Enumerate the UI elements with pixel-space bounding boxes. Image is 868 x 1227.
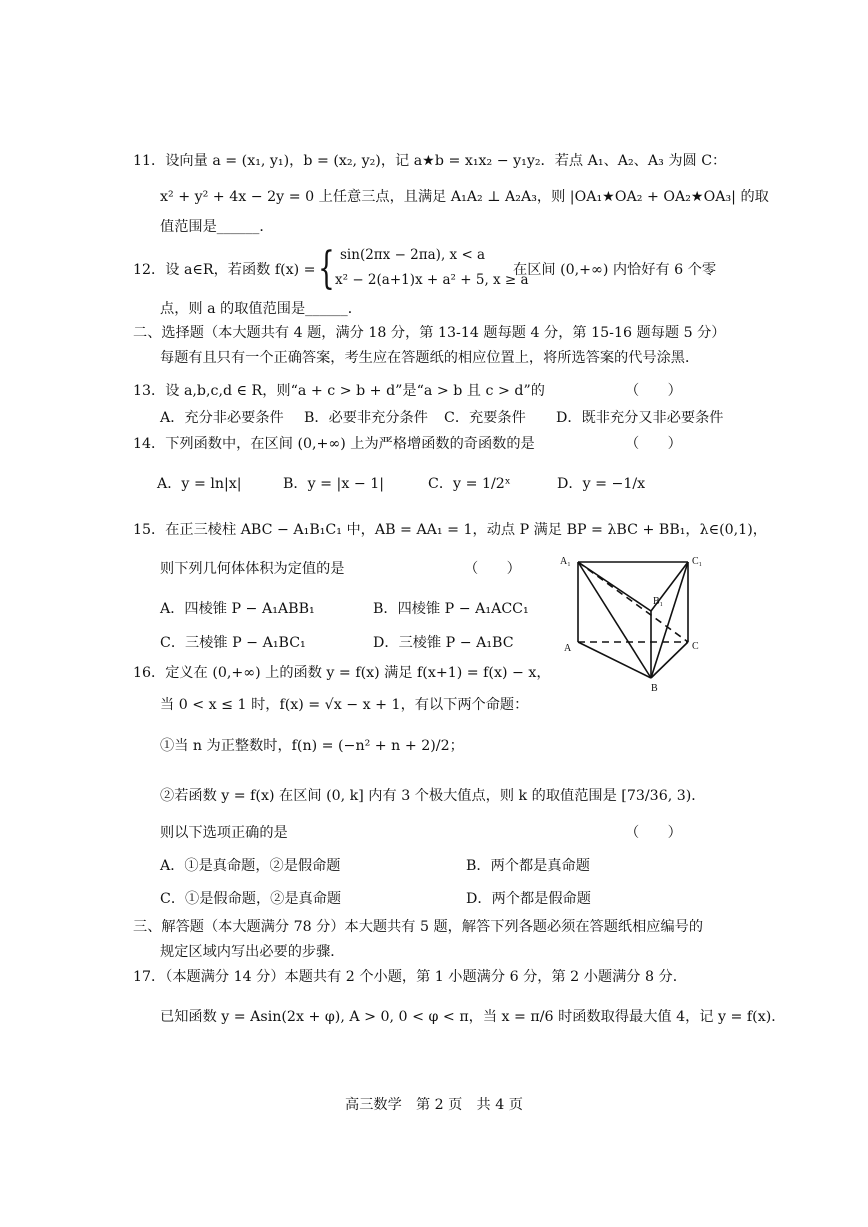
q15-option-a: A．四棱锥 P − A₁ABB₁ — [160, 601, 315, 617]
section3-heading: 三、解答题（本大题满分 78 分）本大题共有 5 题，解答下列各题必须在答题纸相应编号的 — [133, 919, 704, 935]
section3-heading2: 规定区域内写出必要的步骤． — [160, 944, 345, 960]
q14-option-d: D．y = −1/x — [557, 476, 646, 492]
q14-stem: 14．下列函数中，在区间 (0,+∞) 上为严格增函数的奇函数的是 — [133, 436, 535, 452]
q15-option-c: C．三棱锥 P − A₁BC₁ — [160, 635, 306, 651]
q16-paren: （ ） — [625, 825, 682, 841]
q14-paren: （ ） — [625, 436, 682, 452]
q14-option-a: A．y = ln|x| — [157, 476, 242, 492]
q16-option-d: D．两个都是假命题 — [466, 891, 591, 907]
q16-question: 则以下选项正确的是 — [160, 825, 288, 841]
section2-heading: 二、选择题（本大题共有 4 题，满分 18 分，第 13-14 题每题 4 分，第 15-16 题每题 5 分） — [133, 325, 726, 341]
page-footer: 高三数学 第 2 页 共 4 页 — [345, 1097, 523, 1113]
q15-option-d: D．三棱锥 P − A₁BC — [373, 635, 514, 651]
q14-option-c: C．y = 1/2ˣ — [428, 476, 511, 492]
section2-instruction: 每题有且只有一个正确答案，考生应在答题纸的相应位置上，将所选答案的代号涂黑． — [160, 350, 700, 366]
q15-paren: （ ） — [464, 561, 521, 577]
q13-option-a: A．充分非必要条件 — [160, 410, 284, 426]
q14-option-b: B．y = |x − 1| — [283, 476, 385, 492]
prism-figure — [555, 550, 715, 695]
q13-option-b: B．必要非充分条件 — [304, 410, 428, 426]
q12-line1-pre: 12．设 a∈R，若函数 f(x) = — [133, 262, 316, 278]
q12-case1: sin(2πx − 2πa), x < a — [340, 247, 486, 263]
q11-line2: x² + y² + 4x − 2y = 0 上任意三点，且满足 A₁A₂ ⊥ A₂A₃，则 |OA₁★OA₂ + OA₂★OA₃| 的取 — [160, 189, 769, 205]
q16-option-a: A．①是真命题，②是假命题 — [160, 858, 341, 874]
label-c1: C₁ — [692, 556, 703, 567]
q13-option-d: D．既非充分又非必要条件 — [556, 410, 724, 426]
q12-case2: x² − 2(a+1)x + a² + 5, x ≥ a — [335, 272, 529, 288]
q17-stem: 17．（本题满分 14 分）本题共有 2 个小题，第 1 小题满分 6 分，第 2 小题满分 8 分． — [133, 969, 687, 985]
q12-line1-post: 在区间 (0,+∞) 内恰好有 6 个零 — [513, 262, 717, 278]
q16-stem: 16．定义在 (0,+∞) 上的函数 y = f(x) 满足 f(x+1) = f(x) − x， — [133, 665, 551, 681]
q12-brace: { — [318, 243, 335, 294]
q16-prop1: ①当 n 为正整数时，f(n) = (−n² + n + 2)/2； — [160, 738, 464, 754]
q11-line3: 值范围是______． — [160, 219, 274, 235]
q11-line1: 11．设向量 a = (x₁, y₁)，b = (x₂, y₂)，记 a★b = x₁x₂ − y₁y₂．若点 A₁、A₂、A₃ 为圆 C： — [133, 153, 727, 169]
label-a1: A₁ — [560, 556, 571, 567]
q12-line2: 点，则 a 的取值范围是______． — [160, 301, 362, 317]
label-c: C — [692, 641, 699, 652]
q16-option-b: B．两个都是真命题 — [466, 858, 590, 874]
label-b: B — [651, 683, 658, 694]
label-b1: B₁ — [653, 596, 664, 607]
q15-option-b: B．四棱锥 P − A₁ACC₁ — [373, 601, 529, 617]
q13-stem: 13．设 a,b,c,d ∈ R，则“a + c > b + d”是“a > b 且 c > d”的 — [133, 383, 545, 399]
q13-option-c: C．充要条件 — [444, 410, 526, 426]
q15-stem: 15．在正三棱柱 ABC − A₁B₁C₁ 中，AB = AA₁ = 1，动点 P 满足 BP = λBC + BB₁，λ∈(0,1)， — [133, 522, 767, 538]
q16-prop2: ②若函数 y = f(x) 在区间 (0, k] 内有 3 个极大值点，则 k 的取值范围是 [73/36, 3)． — [160, 788, 706, 804]
label-a: A — [564, 643, 572, 654]
q16-option-c: C．①是假命题，②是真命题 — [160, 891, 342, 907]
q13-paren: （ ） — [625, 383, 682, 399]
q16-line2: 当 0 < x ≤ 1 时，f(x) = √x − x + 1，有以下两个命题： — [160, 697, 529, 713]
q15-line2: 则下列几何体体积为定值的是 — [160, 561, 345, 577]
q17-line2: 已知函数 y = Asin(2x + φ), A > 0, 0 < φ < π，当 x = π/6 时函数取得最大值 4，记 y = f(x)． — [160, 1009, 786, 1025]
